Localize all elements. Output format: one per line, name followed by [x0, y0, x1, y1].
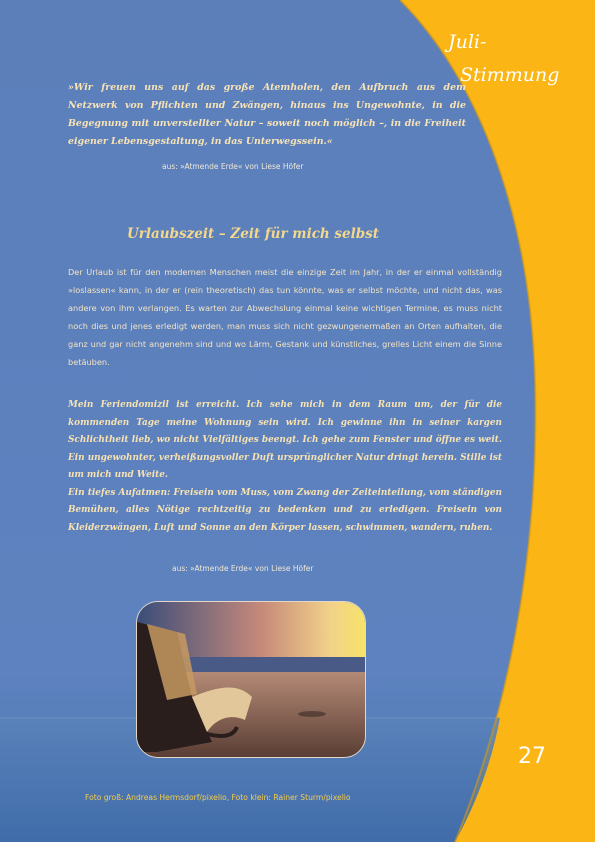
month-title: [448, 26, 588, 92]
quote-source: aus: »Atmende Erde« von Liese Höfer: [162, 162, 304, 171]
article-paragraph-1: Der Urlaub ist für den modernen Menschen meist die einzige Zeit im Jahr, in der er einmal vollständig »loslassen« kann, in der er (rein theoretisch) das tun könnte, was er selbst möchte, und nicht das, was andere von ihm verlangen. Es warten zur Abwechslung einmal keine wichtigen Termine, es muss nicht noch dies und jenes erledigt werden, man muss sich nicht gezwungenermaßen an Orten aufhalten, die ganz und gar nicht angenehm sind und wo Lärm, Gestank und künstliches, grelles Licht einem die Sinne betäuben.: [68, 267, 502, 367]
article-paragraph-2: Mein Feriendomizil ist erreicht. Ich sehe mich in dem Raum um, der für die kommenden Tage meine Wohnung sein wird. Ich gewinne ihn in seiner kargen Schlichtheit lieb, wo nicht Vielfältiges beengt. Ich gehe zum Fenster und öffne es weit. Ein ungewohnter, verheißungsvoller Duft ursprünglicher Natur dringt herein. Stille ist um mich und Weite.: [68, 400, 502, 480]
article-source: aus: »Atmende Erde« von Liese Höfer: [172, 564, 314, 573]
photo-credit: Foto groß: Andreas Hermsdorf/pixelio, Foto klein: Rainer Sturm/pixelio: [85, 793, 351, 802]
month-title-line2: Stimmung: [460, 64, 560, 86]
page-number: 27: [518, 744, 546, 769]
article-italic-block: [68, 397, 502, 537]
intro-quote: »Wir freuen uns auf das große Atemholen, den Aufbruch aus dem Netzwerk von Pflichten und Zwängen, hinaus ins Ungewohnte, in die Begegnung mit unverstellter Natur – soweit noch möglich –, in die Freiheit eigener Lebensgestaltung, in das Unterwegssein.«: [68, 82, 466, 147]
article-paragraph-3: Ein tiefes Aufatmen: Freisein vom Muss, vom Zwang der Zeiteinteilung, vom ständigen Bemühen, alles Nötige rechtzeitig zu bedenken und zu erledigen. Freisein von Kleiderzwängen, Luft und Sonne an den Körper lassen, schwimmen, wandern, ruhen.: [68, 487, 502, 533]
beach-chair-photo: [136, 601, 366, 758]
month-title-line1: Juli-: [448, 31, 487, 53]
article-heading: Urlaubszeit – Zeit für mich selbst: [126, 226, 380, 242]
